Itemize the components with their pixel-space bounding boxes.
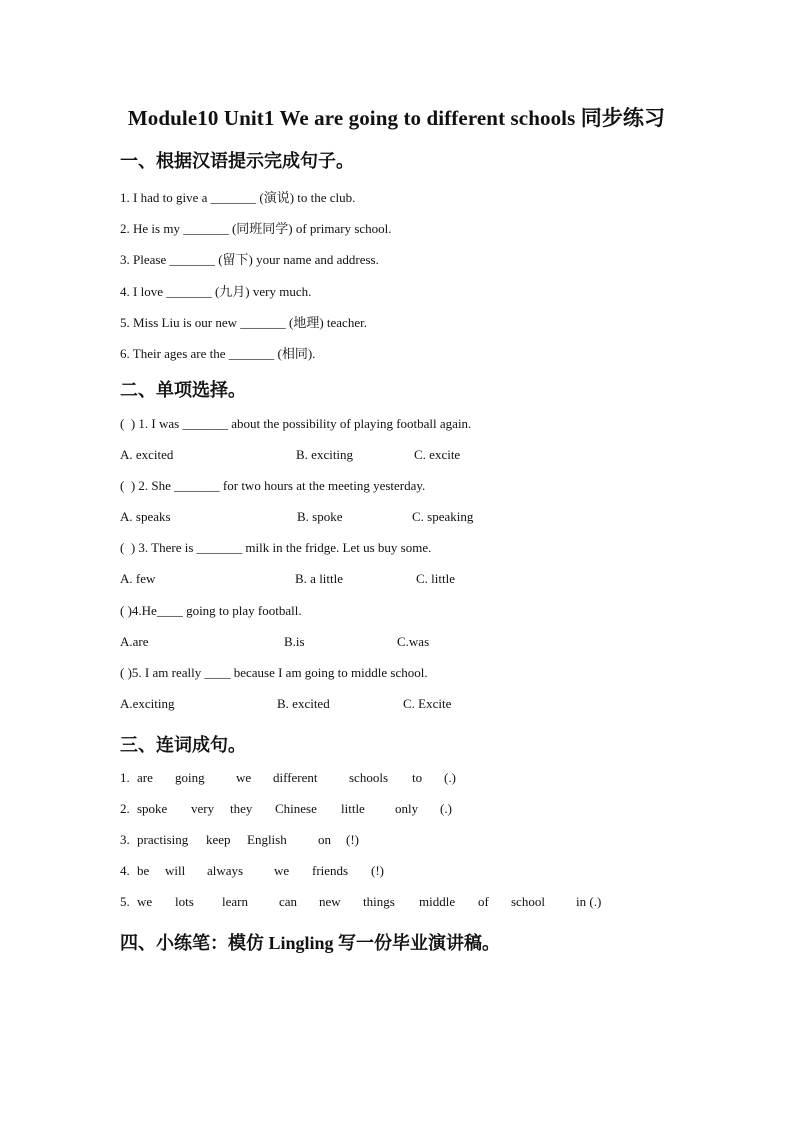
fill-item-4: 4. I love _______ (九月) very much. [120, 284, 312, 299]
fill-item-5: 5. Miss Liu is our new _______ (地理) teacher. [120, 315, 367, 330]
word-tile: learn [222, 894, 248, 909]
section-heading-1: 一、根据汉语提示完成句子。 [120, 151, 354, 171]
word-tile: 1. [120, 770, 130, 785]
word-tile: things [363, 894, 395, 909]
word-tile: 3. [120, 832, 130, 847]
word-tile: always [207, 863, 244, 878]
word-tile: can [279, 894, 298, 909]
word-tile: will [165, 863, 186, 878]
word-tile: only [395, 801, 419, 816]
mc-option: C.was [397, 634, 430, 649]
mc-option: B. exciting [296, 447, 354, 462]
section-heading-4: 四、小练笔：模仿 Lingling 写一份毕业演讲稿。 [120, 933, 501, 953]
word-tile: very [191, 801, 215, 816]
mc-option: B. excited [277, 696, 330, 711]
word-tile: we [274, 863, 290, 878]
word-tile: Chinese [275, 801, 317, 816]
mc-option: A.exciting [120, 696, 175, 711]
mc-option: C. Excite [403, 696, 452, 711]
word-tile: English [247, 832, 287, 847]
fill-item-3: 3. Please _______ (留下) your name and address. [120, 252, 379, 267]
word-tile: friends [312, 863, 349, 878]
word-tile: keep [206, 832, 231, 847]
fill-item-6: 6. Their ages are the _______ (相同). [120, 346, 316, 361]
word-tile: to [412, 770, 423, 785]
section-heading-3: 三、连词成句。 [120, 735, 246, 755]
word-tile: are [137, 770, 153, 785]
mc-question-4: ( )4.He____ going to play football. [120, 603, 302, 618]
word-tile: 4. [120, 863, 130, 878]
word-tile: in (.) [576, 894, 602, 909]
fill-item-2: 2. He is my _______ (同班同学) of primary school. [120, 221, 392, 236]
mc-question-3: ( ) 3. There is _______ milk in the fridge. Let us buy some. [120, 540, 432, 555]
mc-option: B. spoke [297, 509, 343, 524]
word-tile: schools [349, 770, 388, 785]
mc-question-1: ( ) 1. I was _______ about the possibility of playing football again. [120, 416, 472, 431]
fill-item-1: 1. I had to give a _______ (演说) to the club. [120, 190, 356, 205]
word-tile: (.) [444, 770, 456, 785]
mc-option: C. excite [414, 447, 461, 462]
mc-option: C. speaking [412, 509, 474, 524]
mc-option: A.are [120, 634, 149, 649]
word-tile: new [319, 894, 341, 909]
mc-question-5: ( )5. I am really ____ because I am going to middle school. [120, 665, 428, 680]
word-tile: 5. [120, 894, 130, 909]
word-tile: (.) [440, 801, 452, 816]
section-heading-2: 二、单项选择。 [120, 380, 246, 400]
word-tile: 2. [120, 801, 130, 816]
mc-question-2: ( ) 2. She _______ for two hours at the meeting yesterday. [120, 478, 426, 493]
mc-option: B. a little [295, 571, 344, 586]
word-tile: spoke [137, 801, 168, 816]
mc-option: A. excited [120, 447, 174, 462]
word-tile: (!) [371, 863, 384, 878]
word-tile: different [273, 770, 318, 785]
word-tile: going [175, 770, 205, 785]
word-tile: we [236, 770, 252, 785]
word-tile: we [137, 894, 153, 909]
word-tile: of [478, 894, 489, 909]
word-tile: middle [419, 894, 456, 909]
word-tile: lots [175, 894, 194, 909]
mc-option: B.is [284, 634, 305, 649]
word-tile: they [230, 801, 253, 816]
mc-option: A. few [120, 571, 156, 586]
mc-option: C. little [416, 571, 455, 586]
word-tile: be [137, 863, 150, 878]
word-tile: practising [137, 832, 189, 847]
word-tile: on [318, 832, 331, 847]
word-tile: school [511, 894, 545, 909]
word-tile: (!) [346, 832, 359, 847]
page-title: Module10 Unit1 We are going to different schools 同步练习 [127, 106, 666, 130]
word-tile: little [341, 801, 365, 816]
mc-option: A. speaks [120, 509, 171, 524]
